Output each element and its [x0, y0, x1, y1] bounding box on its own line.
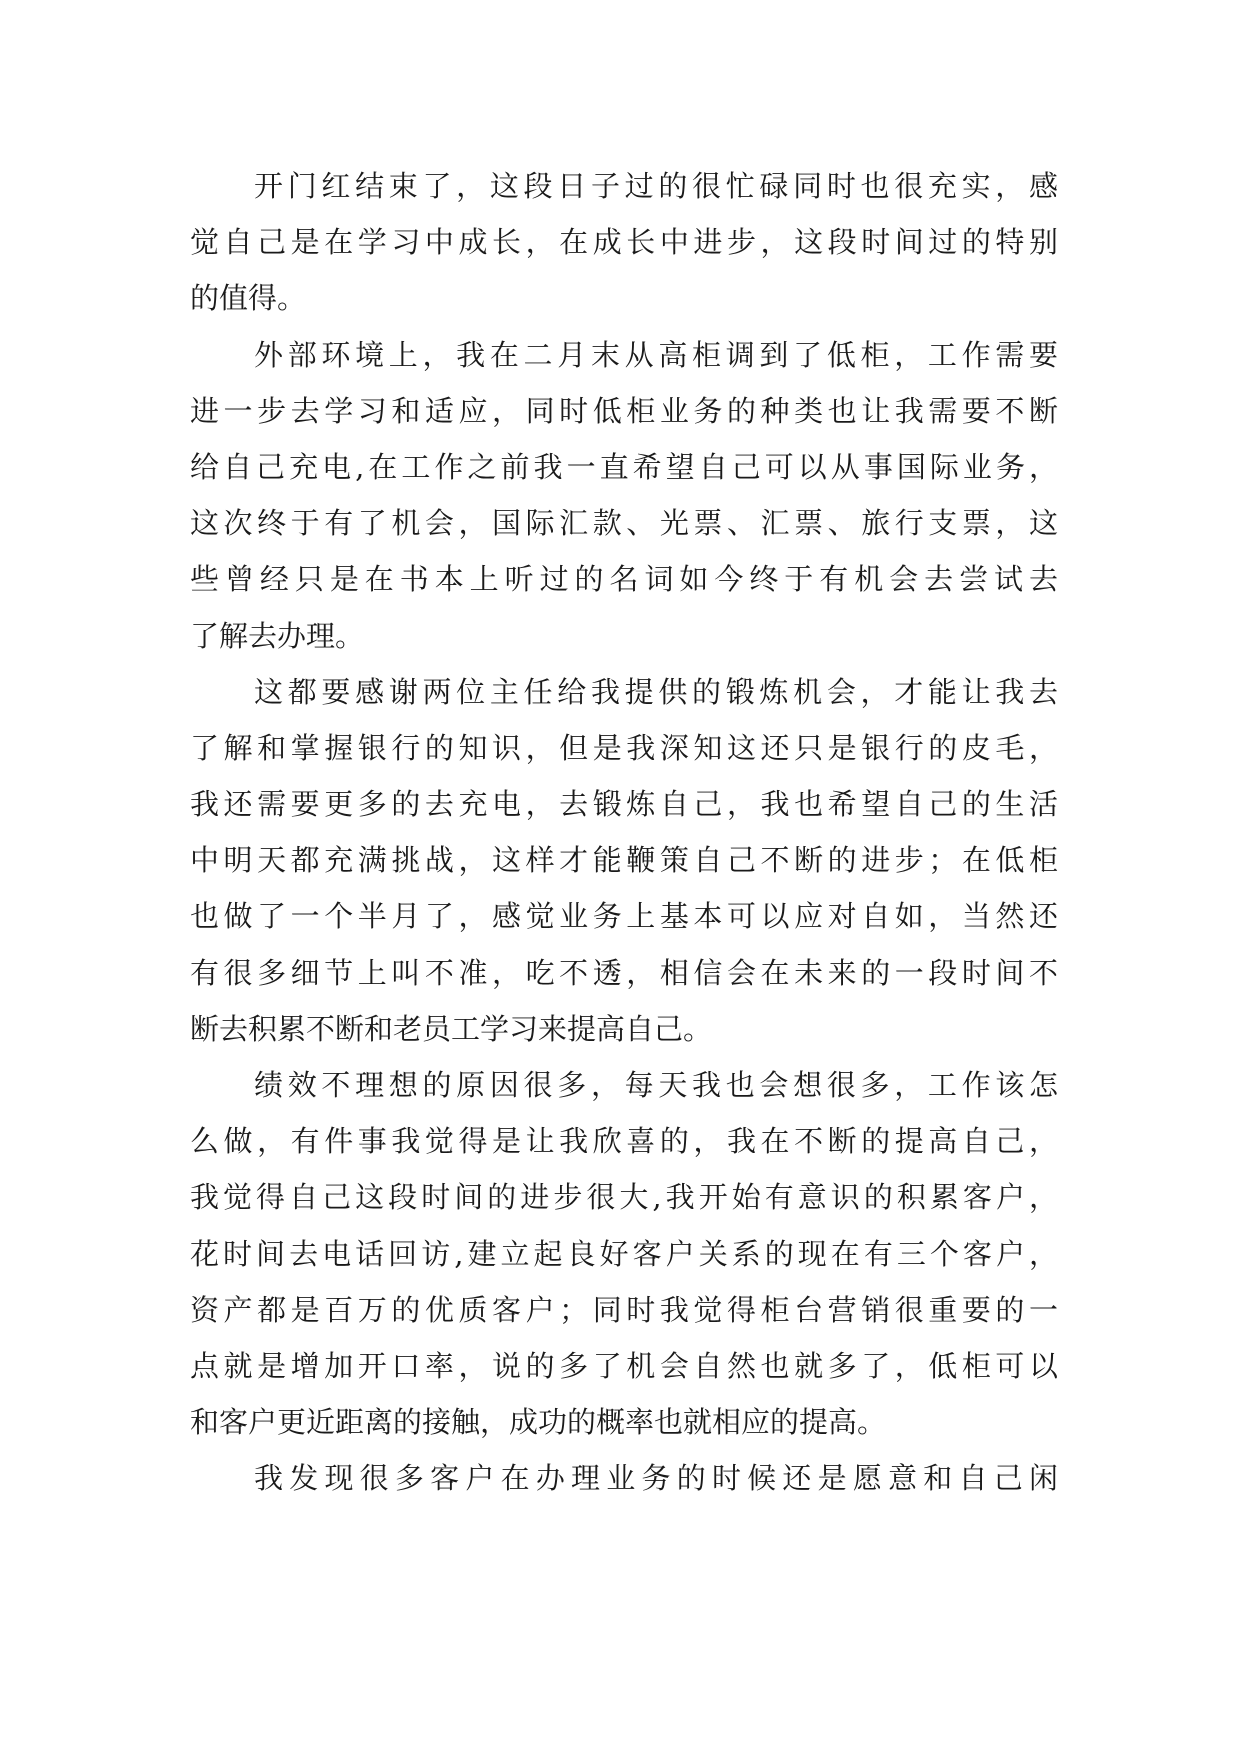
- text-line: 给自己充电,在工作之前我一直希望自己可以从事国际业务，: [190, 449, 1058, 484]
- text-line: 有很多细节上叫不准，吃不透，相信会在未来的一段时间不: [190, 955, 1058, 990]
- text-line: 了解和掌握银行的知识，但是我深知这还只是银行的皮毛，: [190, 730, 1058, 765]
- text-line: 中明天都充满挑战，这样才能鞭策自己不断的进步；在低柜: [190, 843, 1058, 878]
- text-line: 开门红结束了，这段日子过的很忙碌同时也很充实，感: [254, 169, 1058, 203]
- text-line: 我还需要更多的去充电，去锻炼自己，我也希望自己的生活: [190, 787, 1058, 822]
- text-line: 的值得。: [190, 281, 307, 316]
- text-line: 点就是增加开口率，说的多了机会自然也就多了，低柜可以: [190, 1348, 1058, 1383]
- paragraph-2: [190, 327, 1058, 664]
- paragraph-5: [190, 1450, 1058, 1506]
- paragraph-4: [190, 1057, 1058, 1450]
- text-line: 也做了一个半月了，感觉业务上基本可以应对自如，当然还: [190, 899, 1058, 934]
- paragraph-3: [190, 664, 1058, 1057]
- text-line: 和客户更近距离的接触，成功的概率也就相应的提高。: [190, 1405, 887, 1440]
- document-body: [190, 158, 1058, 1507]
- text-line: 么做，有件事我觉得是让我欣喜的，我在不断的提高自己，: [190, 1124, 1058, 1159]
- text-line: 花时间去电话回访,建立起良好客户关系的现在有三个客户，: [190, 1236, 1058, 1271]
- text-line: 绩效不理想的原因很多，每天我也会想很多，工作该怎: [254, 1068, 1058, 1102]
- text-line: 了解去办理。: [190, 618, 365, 653]
- text-line: 觉自己是在学习中成长，在成长中进步，这段时间过的特别: [190, 225, 1058, 260]
- text-line: 断去积累不断和老员工学习来提高自己。: [190, 1011, 713, 1046]
- text-line: 些曾经只是在书本上听过的名词如今终于有机会去尝试去: [190, 562, 1058, 597]
- paragraph-1: [190, 158, 1058, 327]
- text-line: 这次终于有了机会，国际汇款、光票、汇票、旅行支票，这: [190, 506, 1058, 541]
- text-line: 我发现很多客户在办理业务的时候还是愿意和自己闲: [254, 1461, 1058, 1496]
- text-line: 进一步去学习和适应，同时低柜业务的种类也让我需要不断: [190, 393, 1058, 428]
- text-line: 这都要感谢两位主任给我提供的锻炼机会，才能让我去: [254, 674, 1058, 709]
- text-line: 我觉得自己这段时间的进步很大,我开始有意识的积累客户，: [190, 1180, 1058, 1215]
- text-line: 资产都是百万的优质客户；同时我觉得柜台营销很重要的一: [190, 1292, 1058, 1327]
- text-line: 外部环境上，我在二月末从高柜调到了低柜，工作需要: [254, 337, 1058, 372]
